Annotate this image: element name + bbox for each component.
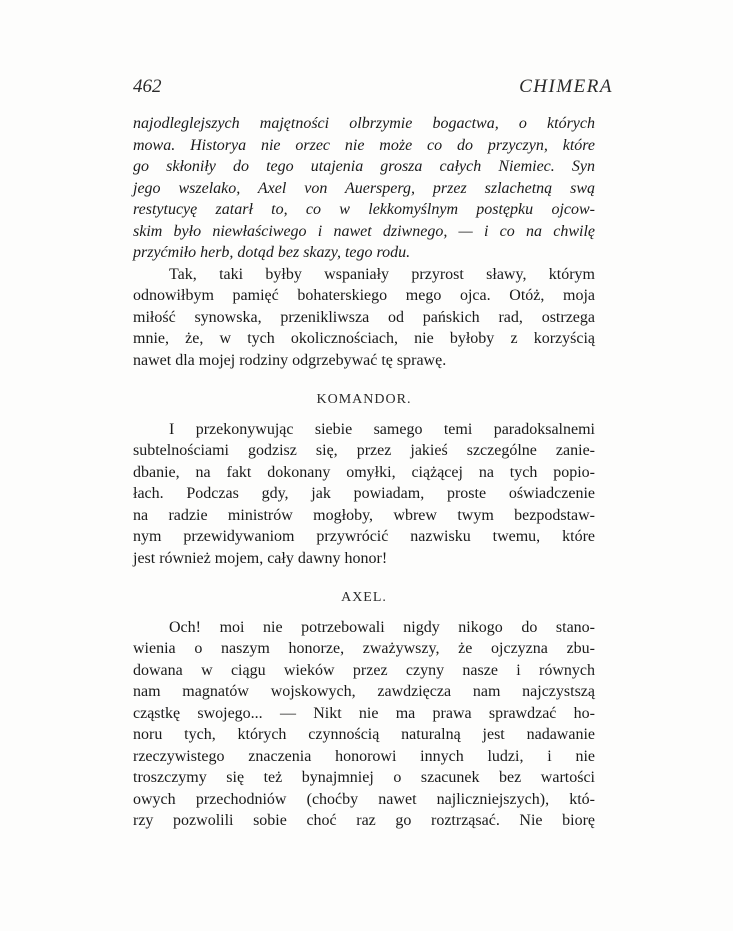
- page-number: 462: [133, 76, 162, 97]
- text-line: skim było niewłaściwego i nawet dziwnego, — i co na chwilę: [133, 222, 595, 240]
- text-line: jest również mojem, cały dawny honor!: [133, 549, 388, 567]
- running-title: CHIMERA: [519, 76, 613, 97]
- text-line: restytucyę zatarł to, co w lekkomyślnym postępku ojcow-: [133, 201, 595, 218]
- text-line: mowa. Historya nie orzec nie może co do przyczyn, które: [133, 136, 595, 154]
- speaker-name: AXEL.: [341, 590, 387, 605]
- text-line: odnowiłbym pamięć bohaterskiego mego ojca. Otóż, moja: [133, 287, 595, 304]
- text-line: jego wszelako, Axel von Auersperg, przez szlachetną swą: [133, 179, 595, 197]
- page-body: [133, 113, 595, 832]
- text-line: troszczymy się też bynajmniej o szacunek bez wartości: [133, 769, 595, 786]
- text-line: subtelnościami godzisz się, przez jakieś szczególne zanie-: [133, 442, 595, 459]
- text-line: mnie, że, w tych okolicznościach, nie byłoby z korzyścią: [133, 330, 595, 347]
- text-line: I przekonywując siebie samego temi paradoksalnemi: [169, 420, 595, 438]
- text-line: dbanie, na fakt dokonany omyłki, ciążącej na tych popio-: [133, 463, 595, 481]
- text-line: najodleglejszych majętności olbrzymie bogactwa, o których: [133, 115, 595, 132]
- speaker-name: KOMANDOR.: [316, 392, 412, 407]
- text-line: miłość synowska, przenikliwsza od pańskich rad, ostrzega: [133, 308, 595, 326]
- text-line: łach. Podczas gdy, jak powiadam, proste oświadczenie: [133, 485, 595, 502]
- paragraph: [133, 617, 595, 832]
- text-line: nym przewidywaniom przywrócić nazwisku twemu, które: [133, 528, 595, 545]
- text-line: przyćmiło herb, dotąd bez skazy, tego rodu.: [133, 244, 411, 261]
- text-line: nam magnatów wojskowych, zawdzięcza nam najczystszą: [133, 683, 595, 700]
- text-line: rzeczywistego znaczenia honorowi innych ludzi, i nie: [133, 747, 595, 765]
- text-line: nawet dla mojej rodziny odgrzebywać tę sprawę.: [133, 351, 447, 369]
- text-line: owych przechodniów (choćby nawet najliczniejszych), któ-: [133, 790, 595, 808]
- text-line: cząstkę swojego... — Nikt nie ma prawa sprawdzać ho-: [133, 704, 595, 722]
- paragraph-italic-quote: [133, 113, 595, 264]
- text-line: noru tych, których czynnością naturalną jest nadawanie: [133, 726, 595, 743]
- text-line: na radzie ministrów mogłoby, wbrew twym bezpodstaw-: [133, 506, 595, 524]
- paragraph: [133, 419, 595, 570]
- text-line: go skłoniły do tego utajenia grosza całych Niemiec. Syn: [133, 158, 595, 175]
- paragraph: [133, 264, 595, 372]
- text-line: Tak, taki byłby wspaniały przyrost sławy, którym: [169, 265, 595, 283]
- text-line: wienia o naszym honorze, zważywszy, że ojczyzna zbu-: [133, 640, 595, 657]
- text-line: rzy pozwolili sobie choć raz go roztrząsać. Nie biorę: [133, 812, 595, 829]
- text-line: dowana w ciągu wieków przez czyny nasze i równych: [133, 661, 595, 679]
- page-header: [133, 76, 613, 104]
- text-line: Och! moi nie potrzebowali nigdy nikogo do stano-: [169, 618, 595, 636]
